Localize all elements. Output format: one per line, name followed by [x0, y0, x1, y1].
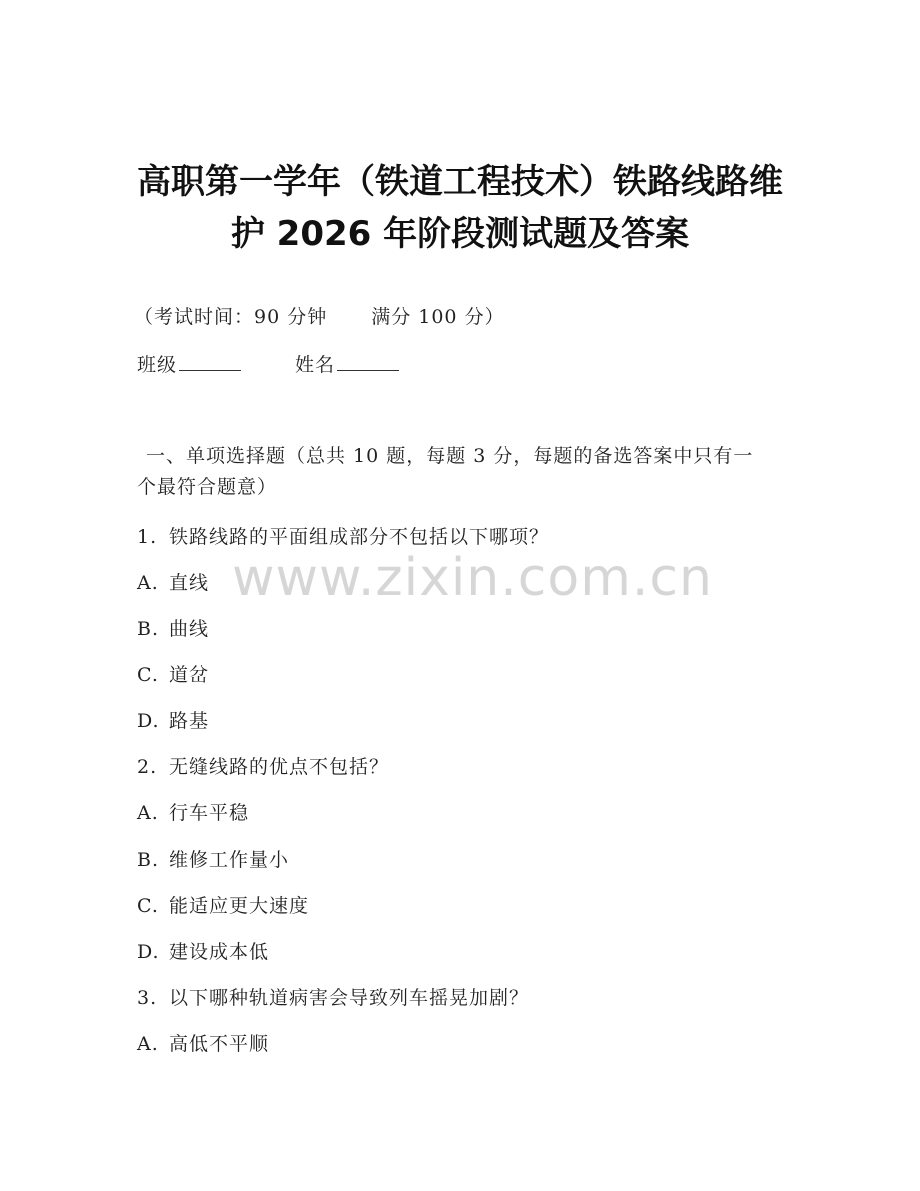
section-heading: 一、单项选择题（总共 10 题，每题 3 分，每题的备选答案中只有一 — [146, 445, 754, 467]
exam-time: （考试时间：90 分钟 — [134, 306, 328, 328]
option-letter: A. — [137, 1033, 159, 1055]
option-3a — [137, 1029, 269, 1056]
option-letter: B. — [137, 618, 160, 640]
question-1 — [137, 522, 549, 549]
document-title-line-1: 高职第一学年（铁道工程技术）铁路线路维 — [137, 162, 783, 202]
option-1d — [137, 706, 209, 733]
option-2a — [137, 798, 249, 825]
option-1a — [137, 568, 209, 595]
section-heading-continued: 个最符合题意） — [137, 476, 278, 498]
name-blank — [337, 356, 399, 371]
question-text: 无缝线路的优点不包括？ — [169, 756, 390, 778]
full-score: 满分 100 分） — [371, 306, 505, 328]
student-info — [137, 350, 399, 377]
option-2c — [137, 891, 309, 918]
name-label: 姓名 — [295, 354, 336, 376]
option-letter: B. — [137, 849, 160, 871]
option-text: 路基 — [169, 710, 210, 732]
document-title-line-2: 护 2026 年阶段测试题及答案 — [230, 214, 690, 254]
option-letter: D. — [137, 941, 160, 963]
question-number: 2. — [137, 756, 158, 778]
class-blank — [179, 356, 241, 371]
exam-info — [134, 302, 505, 329]
question-3 — [137, 983, 529, 1010]
option-letter: C. — [137, 664, 159, 686]
option-text: 高低不平顺 — [169, 1033, 270, 1055]
option-text: 直线 — [169, 572, 210, 594]
option-text: 曲线 — [169, 618, 210, 640]
question-number: 1. — [137, 526, 158, 548]
option-1c — [137, 660, 209, 687]
option-text: 能适应更大速度 — [169, 895, 310, 917]
question-number: 3. — [137, 987, 158, 1009]
watermark: www.zixin.com.cn — [232, 548, 713, 608]
class-label: 班级 — [137, 354, 178, 376]
option-2d — [137, 937, 269, 964]
option-letter: A. — [137, 802, 159, 824]
option-text: 维修工作量小 — [169, 849, 290, 871]
option-text: 行车平稳 — [169, 802, 250, 824]
option-text: 道岔 — [169, 664, 210, 686]
option-text: 建设成本低 — [169, 941, 270, 963]
question-text: 以下哪种轨道病害会导致列车摇晃加剧？ — [169, 987, 530, 1009]
question-2 — [137, 752, 389, 779]
option-2b — [137, 845, 289, 872]
option-letter: D. — [137, 710, 160, 732]
question-text: 铁路线路的平面组成部分不包括以下哪项？ — [169, 526, 550, 548]
option-letter: C. — [137, 895, 159, 917]
option-letter: A. — [137, 572, 159, 594]
option-1b — [137, 614, 209, 641]
